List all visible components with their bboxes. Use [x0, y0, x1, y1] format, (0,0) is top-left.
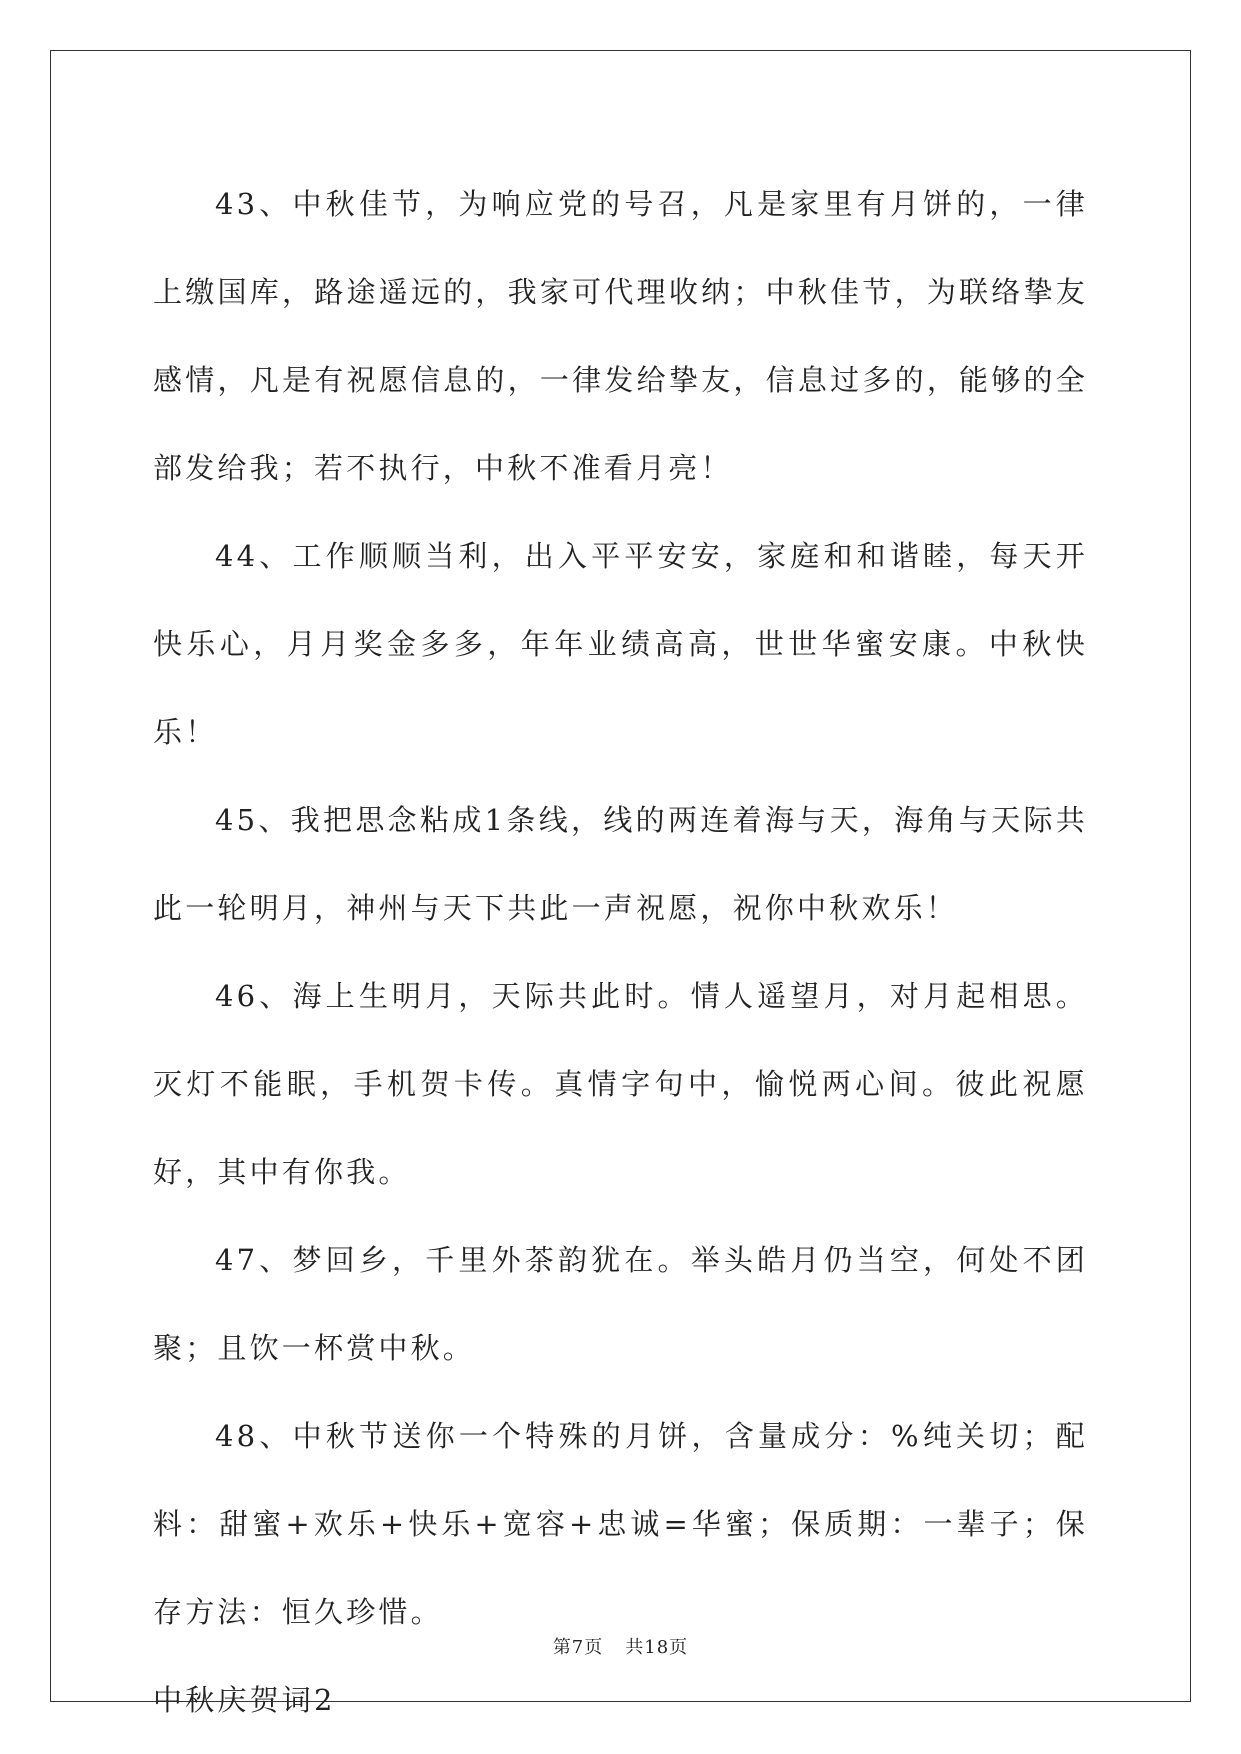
paragraph-46: 46、海上生明月，天际共此时。情人遥望月，对月起相思。灭灯不能眠，手机贺卡传。真情字句中，愉悦两心间。彼此祝愿好，其中有你我。 — [153, 979, 1088, 1189]
page-footer — [0, 1633, 1241, 1659]
paragraph-44: 44、工作顺顺当利，出入平平安安，家庭和和谐睦，每天开快乐心，月月奖金多多，年年业绩高高，世世华蜜安康。中秋快乐！ — [153, 539, 1088, 749]
paragraph-47: 47、梦回乡，千里外茶韵犹在。举头皓月仍当空，何处不团聚；且饮一杯赏中秋。 — [153, 1243, 1088, 1365]
section-title: 中秋庆贺词2 — [153, 1683, 336, 1717]
page-total: 共18页 — [625, 1637, 689, 1658]
paragraph-43: 43、中秋佳节，为响应党的号召，凡是家里有月饼的，一律上缴国库，路途遥远的，我家可代理收纳；中秋佳节，为联络挚友感情，凡是有祝愿信息的，一律发给挚友，信息过多的，能够的全部发给我；若不执行，中秋不准看月亮！ — [153, 187, 1088, 485]
paragraph-45: 45、我把思念粘成1条线，线的两连着海与天，海角与天际共此一轮明月，神州与天下共此一声祝愿，祝你中秋欢乐！ — [153, 803, 1088, 925]
page-number: 第7页 — [552, 1637, 604, 1658]
paragraph-48: 48、中秋节送你一个特殊的月饼，含量成分：%纯关切；配料：甜蜜+欢乐+快乐+宽容+忠诚=华蜜；保质期：一辈子；保存方法：恒久珍惜。 — [153, 1419, 1088, 1629]
document-body — [153, 160, 1088, 1744]
